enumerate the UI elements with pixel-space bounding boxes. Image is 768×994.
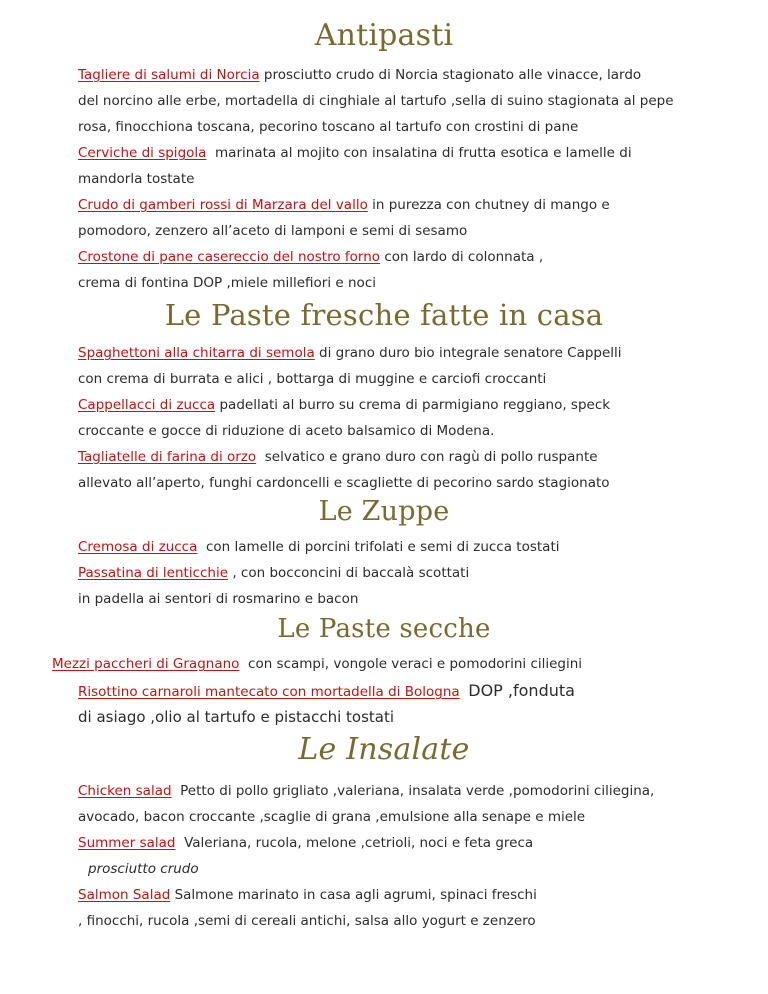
- section-title-paste-fresche: Le Paste fresche fatte in casa: [164, 298, 604, 332]
- dish-description: crema di fontina DOP ,miele millefiori e noci: [78, 275, 376, 291]
- menu-item-line: [78, 682, 575, 701]
- dish-description: DOP ,fonduta: [468, 681, 575, 700]
- dish-name: Risottino carnaroli mantecato con mortadella di Bologna: [78, 684, 460, 700]
- dish-description: con lamelle di porcini trifolati e semi di zucca tostati: [205, 539, 560, 555]
- dish-name: Cerviche di spigola: [78, 145, 207, 161]
- menu-item-line: [78, 344, 622, 362]
- dish-name: Chicken salad: [78, 783, 172, 799]
- menu-item-line: [78, 564, 469, 582]
- dish-description: Salmone marinato in casa agli agrumi, spinaci freschi: [174, 887, 537, 903]
- menu-item-line: [78, 538, 560, 556]
- section-title-zuppe: Le Zuppe: [318, 496, 450, 527]
- dish-name: Spaghettoni alla chitarra di semola: [78, 345, 315, 361]
- menu-item-line: [78, 886, 537, 904]
- dish-description: in padella ai sentori di rosmarino e bacon: [78, 591, 359, 607]
- dish-description: allevato all’aperto, funghi cardoncelli e scagliette di pecorino sardo stagionato: [78, 475, 610, 491]
- dish-description: rosa, finocchiona toscana, pecorino toscano al tartufo con crostini di pane: [78, 119, 579, 135]
- dish-description: con scampi, vongole veraci e pomodorini ciliegini: [248, 656, 583, 672]
- dish-name: Crudo di gamberi rossi di Marzara del vallo: [78, 197, 368, 213]
- menu-item-line: [78, 834, 533, 852]
- section-title-insalate: Le Insalate: [298, 732, 470, 767]
- dish-description: , con bocconcini di baccalà scottati: [232, 565, 470, 581]
- menu-item-line: [78, 248, 543, 266]
- dish-name: Cremosa di zucca: [78, 539, 198, 555]
- menu-item-line: [78, 66, 641, 84]
- menu-item-line: [78, 448, 598, 466]
- dish-name: Crostone di pane casereccio del nostro forno: [78, 249, 381, 265]
- dish-name: Mezzi paccheri di Gragnano: [52, 656, 240, 672]
- section-title-antipasti: Antipasti: [314, 18, 454, 53]
- dish-name: Tagliere di salumi di Norcia: [78, 67, 260, 83]
- dish-description: mandorla tostate: [78, 171, 195, 187]
- dish-description: marinata al mojito con insalatina di frutta esotica e lamelle di: [215, 145, 632, 161]
- dish-description: con lardo di colonnata ,: [384, 249, 544, 265]
- dish-description: , finocchi, rucola ,semi di cereali antichi, salsa allo yogurt e zenzero: [78, 913, 536, 929]
- dish-description: di asiago ,olio al tartufo e pistacchi tostati: [78, 708, 395, 726]
- menu-item-line: [52, 655, 582, 673]
- dish-description: padellati al burro su crema di parmigiano reggiano, speck: [219, 397, 611, 413]
- dish-description: avocado, bacon croccante ,scaglie di grana ,emulsione alla senape e miele: [78, 809, 586, 825]
- dish-description: Petto di pollo grigliato ,valeriana, insalata verde ,pomodorini ciliegina,: [180, 783, 655, 799]
- section-title-paste-secche: Le Paste secche: [277, 614, 491, 644]
- menu-item-line: [78, 782, 654, 800]
- dish-name: Salmon Salad: [78, 887, 171, 903]
- dish-description: prosciutto crudo: [88, 861, 199, 877]
- dish-description: selvatico e grano duro con ragù di pollo ruspante: [264, 449, 598, 465]
- dish-name: Summer salad: [78, 835, 176, 851]
- menu-item-line: [78, 396, 610, 414]
- dish-name: Passatina di lenticchie: [78, 565, 229, 581]
- dish-description: prosciutto crudo di Norcia stagionato alle vinacce, lardo: [263, 67, 642, 83]
- dish-name: Cappellacci di zucca: [78, 397, 216, 413]
- dish-name: Tagliatelle di farina di orzo: [78, 449, 257, 465]
- dish-description: croccante e gocce di riduzione di aceto balsamico di Modena.: [78, 423, 495, 439]
- menu-item-line: [78, 196, 610, 214]
- dish-description: di grano duro bio integrale senatore Cappelli: [319, 345, 622, 361]
- dish-description: pomodoro, zenzero all’aceto di lamponi e semi di sesamo: [78, 223, 468, 239]
- dish-description: Valeriana, rucola, melone ,cetrioli, noci e feta greca: [184, 835, 534, 851]
- menu-item-line: [78, 144, 632, 162]
- dish-description: in purezza con chutney di mango e: [372, 197, 610, 213]
- dish-description: del norcino alle erbe, mortadella di cinghiale al tartufo ,sella di suino stagionata al pepe: [78, 93, 674, 109]
- dish-description: con crema di burrata e alici , bottarga di muggine e carciofi croccanti: [78, 371, 547, 387]
